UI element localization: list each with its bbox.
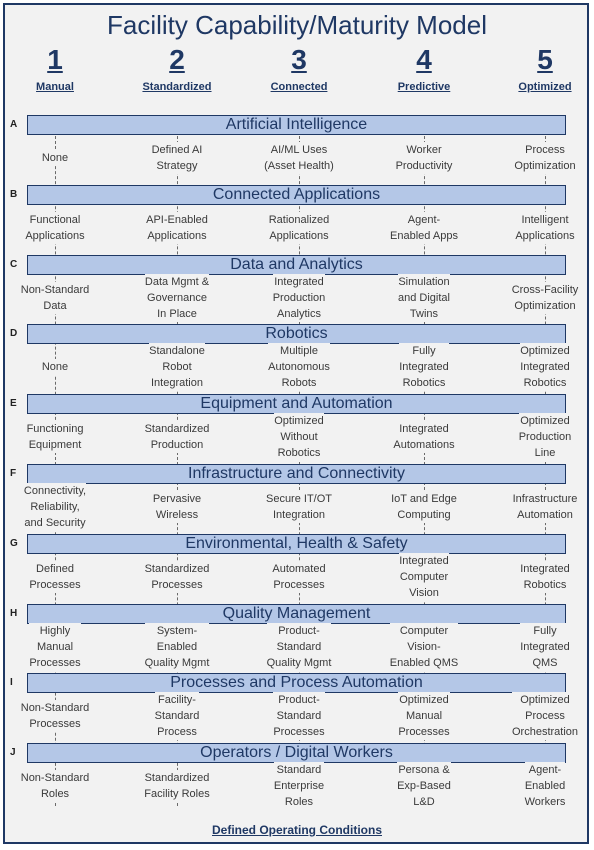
capability-label: Standardized Processes xyxy=(144,563,210,591)
category-bar: Robotics xyxy=(27,324,566,344)
capability-cell-level-4 xyxy=(374,693,474,739)
capability-cell-level-4 xyxy=(374,275,474,321)
level-1-name: Manual xyxy=(36,81,74,93)
capability-label: Persona & Exp-Based L&D xyxy=(397,764,451,808)
capability-label: Automated Processes xyxy=(272,563,326,591)
row-letter: G xyxy=(10,538,18,549)
row-letter: D xyxy=(10,328,18,339)
capability-label: Optimized Production Line xyxy=(518,415,572,459)
capability-label: Integrated Computer Vision xyxy=(399,555,449,599)
capability-cell-level-4 xyxy=(374,554,474,600)
capability-cell-level-2 xyxy=(127,763,227,809)
capability-cell-level-4 xyxy=(374,484,474,530)
capability-label: Worker Productivity xyxy=(395,144,453,172)
capability-cell-level-2 xyxy=(127,414,227,460)
capability-label: Fully Integrated QMS xyxy=(520,625,570,669)
diagram-title: Facility Capability/Maturity Model xyxy=(106,10,487,40)
capability-cell-level-1 xyxy=(5,344,105,390)
capability-label: Rationalized Applications xyxy=(268,214,330,242)
capability-label: None xyxy=(41,361,69,373)
level-4-name: Predictive xyxy=(397,81,451,93)
capability-label: Optimized Integrated Robotics xyxy=(520,345,570,389)
category-bar: Processes and Process Automation xyxy=(27,673,566,693)
capability-cell-level-3 xyxy=(249,693,349,739)
capability-label: Intelligent Applications xyxy=(515,214,575,242)
row-letter: J xyxy=(10,747,16,758)
capability-label: Non-Standard Processes xyxy=(20,702,90,730)
capability-cell-level-2 xyxy=(127,344,227,390)
category-bar: Environmental, Health & Safety xyxy=(27,534,566,554)
level-5-name: Optimized xyxy=(518,81,572,93)
category-bar: Infrastructure and Connectivity xyxy=(27,464,566,484)
capability-cell-level-3 xyxy=(249,135,349,181)
capability-cell-level-2 xyxy=(127,275,227,321)
capability-label: AI/ML Uses (Asset Health) xyxy=(264,144,334,172)
level-4-number: 4 xyxy=(416,44,432,75)
capability-label: Infrastructure Automation xyxy=(512,493,578,521)
capability-cell-level-4 xyxy=(374,205,474,251)
capability-cell-level-5 xyxy=(495,275,594,321)
row-letter: A xyxy=(10,119,18,130)
capability-label: Optimized Manual Processes xyxy=(398,694,450,738)
capability-cell-level-5 xyxy=(495,763,594,809)
capability-cell-level-2 xyxy=(127,484,227,530)
capability-cell-level-5 xyxy=(495,414,594,460)
capability-label: Data Mgmt & Governance In Place xyxy=(144,276,210,320)
capability-cell-level-1 xyxy=(5,205,105,251)
capability-cell-level-2 xyxy=(127,205,227,251)
capability-label: Functioning Equipment xyxy=(26,423,84,451)
capability-cell-level-1 xyxy=(5,763,105,809)
row-letter: B xyxy=(10,189,18,200)
capability-label: Optimized Process Orchestration xyxy=(511,694,579,738)
capability-cell-level-3 xyxy=(249,205,349,251)
capability-label: System- Enabled Quality Mgmt xyxy=(144,625,210,669)
capability-label: Non-Standard Data xyxy=(20,284,90,312)
capability-label: Standard Enterprise Roles xyxy=(273,764,325,808)
capability-cell-level-3 xyxy=(249,763,349,809)
capability-label: Computer Vision- Enabled QMS xyxy=(389,625,459,669)
capability-cell-level-3 xyxy=(249,624,349,670)
category-bar: Data and Analytics xyxy=(27,255,566,275)
capability-cell-level-5 xyxy=(495,484,594,530)
capability-label: Simulation and Digital Twins xyxy=(398,276,450,320)
capability-label: Integrated Robotics xyxy=(520,563,570,591)
capability-label: Fully Integrated Robotics xyxy=(399,345,449,389)
capability-cell-level-1 xyxy=(5,135,105,181)
capability-cell-level-3 xyxy=(249,344,349,390)
capability-label: Defined AI Strategy xyxy=(151,144,203,172)
capability-cell-level-3 xyxy=(249,414,349,460)
capability-cell-level-4 xyxy=(374,624,474,670)
capability-label: Product- Standard Processes xyxy=(273,694,325,738)
capability-label: Product- Standard Quality Mgmt xyxy=(266,625,332,669)
level-2-name: Standardized xyxy=(142,81,212,93)
level-3-number: 3 xyxy=(291,44,307,75)
capability-cell-level-1 xyxy=(5,693,105,739)
capability-cell-level-2 xyxy=(127,624,227,670)
capability-cell-level-5 xyxy=(495,205,594,251)
row-letter: H xyxy=(10,608,18,619)
capability-label: Defined Processes xyxy=(29,563,81,591)
capability-cell-level-3 xyxy=(249,554,349,600)
capability-label: Process Optimization xyxy=(514,144,576,172)
capability-cell-level-4 xyxy=(374,763,474,809)
capability-label: Agent- Enabled Apps xyxy=(390,214,458,242)
capability-cell-level-1 xyxy=(5,275,105,321)
capability-label: IoT and Edge Computing xyxy=(391,493,457,521)
category-bar: Operators / Digital Workers xyxy=(27,743,566,763)
capability-cell-level-1 xyxy=(5,414,105,460)
row-letter: I xyxy=(10,677,13,688)
capability-cell-level-5 xyxy=(495,554,594,600)
capability-label: Standalone Robot Integration xyxy=(149,345,205,389)
capability-label: Functional Applications xyxy=(25,214,85,242)
category-bar: Artificial Intelligence xyxy=(27,115,566,135)
capability-label: Optimized Without Robotics xyxy=(274,415,324,459)
footer-label: Defined Operating Conditions xyxy=(212,823,382,837)
capability-label: Connectivity, Reliability, and Security xyxy=(23,485,87,529)
level-5-number: 5 xyxy=(537,44,553,75)
capability-cell-level-3 xyxy=(249,275,349,321)
row-letter: F xyxy=(10,468,17,479)
capability-cell-level-1 xyxy=(5,624,105,670)
capability-label: Standardized Facility Roles xyxy=(144,772,210,800)
capability-cell-level-5 xyxy=(495,135,594,181)
capability-cell-level-5 xyxy=(495,624,594,670)
capability-label: Agent- Enabled Workers xyxy=(524,764,566,808)
capability-cell-level-1 xyxy=(5,484,105,530)
category-bar: Quality Management xyxy=(27,604,566,624)
capability-label: Multiple Autonomous Robots xyxy=(268,345,330,389)
capability-label: None xyxy=(41,152,69,164)
capability-cell-level-2 xyxy=(127,135,227,181)
capability-label: Pervasive Wireless xyxy=(152,493,202,521)
capability-label: Cross-Facility Optimization xyxy=(511,284,579,312)
capability-cell-level-4 xyxy=(374,135,474,181)
row-letter: E xyxy=(10,398,17,409)
capability-label: Facility- Standard Process xyxy=(154,694,200,738)
level-1-number: 1 xyxy=(47,44,63,75)
category-bar: Equipment and Automation xyxy=(27,394,566,414)
level-3-name: Connected xyxy=(270,81,328,93)
capability-cell-level-3 xyxy=(249,484,349,530)
capability-cell-level-5 xyxy=(495,344,594,390)
capability-cell-level-4 xyxy=(374,344,474,390)
capability-label: Secure IT/OT Integration xyxy=(265,493,333,521)
capability-label: Non-Standard Roles xyxy=(20,772,90,800)
capability-label: Highly Manual Processes xyxy=(29,625,81,669)
capability-label: Integrated Production Analytics xyxy=(272,276,326,320)
level-2-number: 2 xyxy=(169,44,185,75)
capability-cell-level-1 xyxy=(5,554,105,600)
capability-cell-level-2 xyxy=(127,554,227,600)
capability-label: API-Enabled Applications xyxy=(146,214,208,242)
capability-cell-level-2 xyxy=(127,693,227,739)
capability-cell-level-5 xyxy=(495,693,594,739)
capability-label: Integrated Automations xyxy=(393,423,455,451)
row-letter: C xyxy=(10,259,18,270)
category-bar: Connected Applications xyxy=(27,185,566,205)
capability-cell-level-4 xyxy=(374,414,474,460)
capability-label: Standardized Production xyxy=(144,423,210,451)
